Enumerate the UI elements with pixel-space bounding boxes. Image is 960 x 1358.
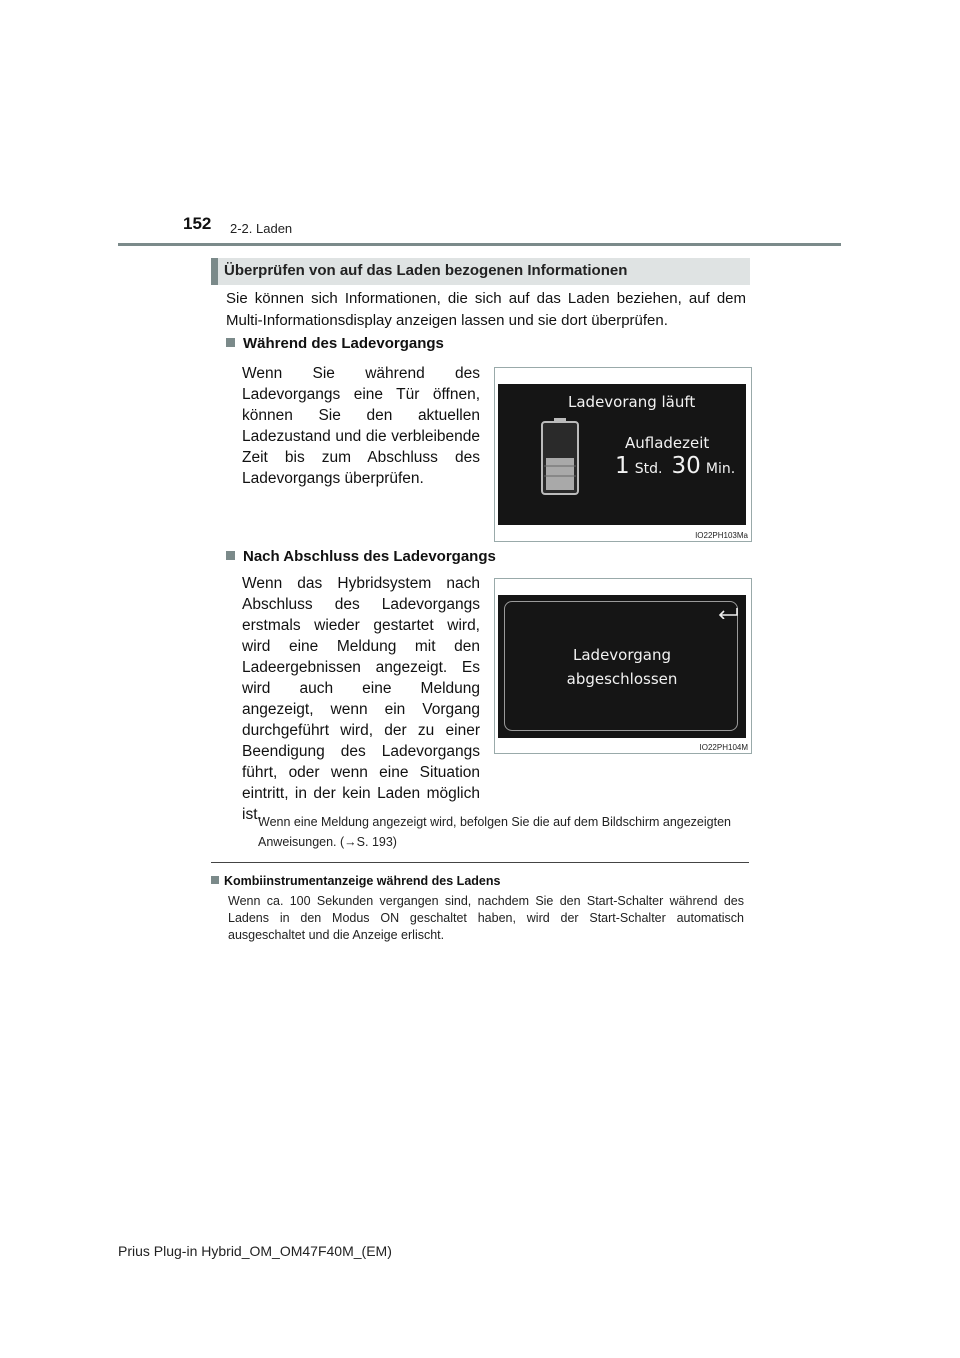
- tip-text: Wenn ca. 100 Sekunden vergangen sind, nachdem Sie den Start-Schalter während des Ladens in den Modus ON geschaltet haben, wird der Start-Schalter automatisch ausgeschaltet und die Anzeige erlischt.: [228, 894, 744, 942]
- message-frame: [504, 601, 738, 731]
- screen-title: Ladevorang läuft: [568, 393, 696, 411]
- section-title: Überprüfen von auf das Laden bezogenen Informationen: [224, 262, 628, 279]
- intro-paragraph: Sie können sich Informationen, die sich auf das Laden beziehen, auf dem Multi-Informationsdisplay anzeigen lassen und sie dort überprüfen.: [226, 290, 746, 329]
- remaining-time: [615, 453, 735, 479]
- subheading-during-label: Während des Ladevorgangs: [243, 335, 444, 352]
- tip-divider: [211, 862, 749, 863]
- display-screen: [498, 384, 746, 525]
- back-icon: [717, 605, 739, 619]
- battery-icon: [540, 418, 580, 496]
- charge-time-label: Aufladezeit: [625, 434, 710, 452]
- display-screen: [498, 595, 746, 738]
- footer-manual-code: Prius Plug-in Hybrid_OM_OM47F40M_(EM): [118, 1243, 392, 1259]
- subheading-during: [226, 335, 444, 352]
- chapter-title: 2-2. Laden: [230, 221, 293, 236]
- section-heading-marker: [211, 258, 218, 285]
- note-text: Wenn eine Meldung angezeigt wird, befolgen Sie die auf dem Bildschirm angezeigten Anweisungen. (→S. 193): [258, 815, 731, 849]
- figure-charging-completed: [494, 578, 752, 754]
- square-bullet-icon: [226, 338, 235, 347]
- subheading-after-label: Nach Abschluss des Ladevorgangs: [243, 548, 496, 565]
- square-bullet-icon: [226, 551, 235, 560]
- page-number: 152: [183, 214, 212, 233]
- remaining-minutes: 30: [671, 453, 701, 479]
- subheading-after: [226, 548, 496, 565]
- header-rule: [118, 243, 841, 246]
- tip-heading: [211, 874, 500, 888]
- minutes-unit: Min.: [705, 461, 736, 477]
- during-paragraph: Wenn Sie während des Ladevorgangs eine Tür öffnen, können Sie den aktuellen Ladezustand und die verbleibende Zeit bis zum Abschluss des Ladevorgangs überprüfen.: [242, 365, 480, 487]
- figure-charging-in-progress: [494, 367, 752, 542]
- remaining-hours: 1: [615, 453, 630, 479]
- battery-level-fill: [546, 458, 574, 490]
- square-bullet-icon: [211, 876, 219, 884]
- figure-code: IO22PH104M: [699, 743, 748, 752]
- tip-title: Kombiinstrumentanzeige während des Ladens: [224, 874, 501, 888]
- hours-unit: Std.: [634, 461, 663, 477]
- message-line-1: Ladevorgang: [573, 646, 671, 664]
- after-paragraph: Wenn das Hybridsystem nach Abschluss des Ladevorgangs erstmals wieder gestartet wird, wird eine Meldung mit den Ladeergebnissen angezeigt. Es wird auch eine Meldung angezeigt, wenn ein Vorgang durchgeführt wird, der zu einer Beendigung des Ladevorgangs führt, oder wenn eine Situation eintritt, in der kein Laden möglich ist.: [242, 575, 480, 823]
- section-heading-bar: [211, 258, 750, 285]
- figure-code: IO22PH103Ma: [695, 531, 748, 540]
- message-line-2: abgeschlossen: [566, 670, 678, 688]
